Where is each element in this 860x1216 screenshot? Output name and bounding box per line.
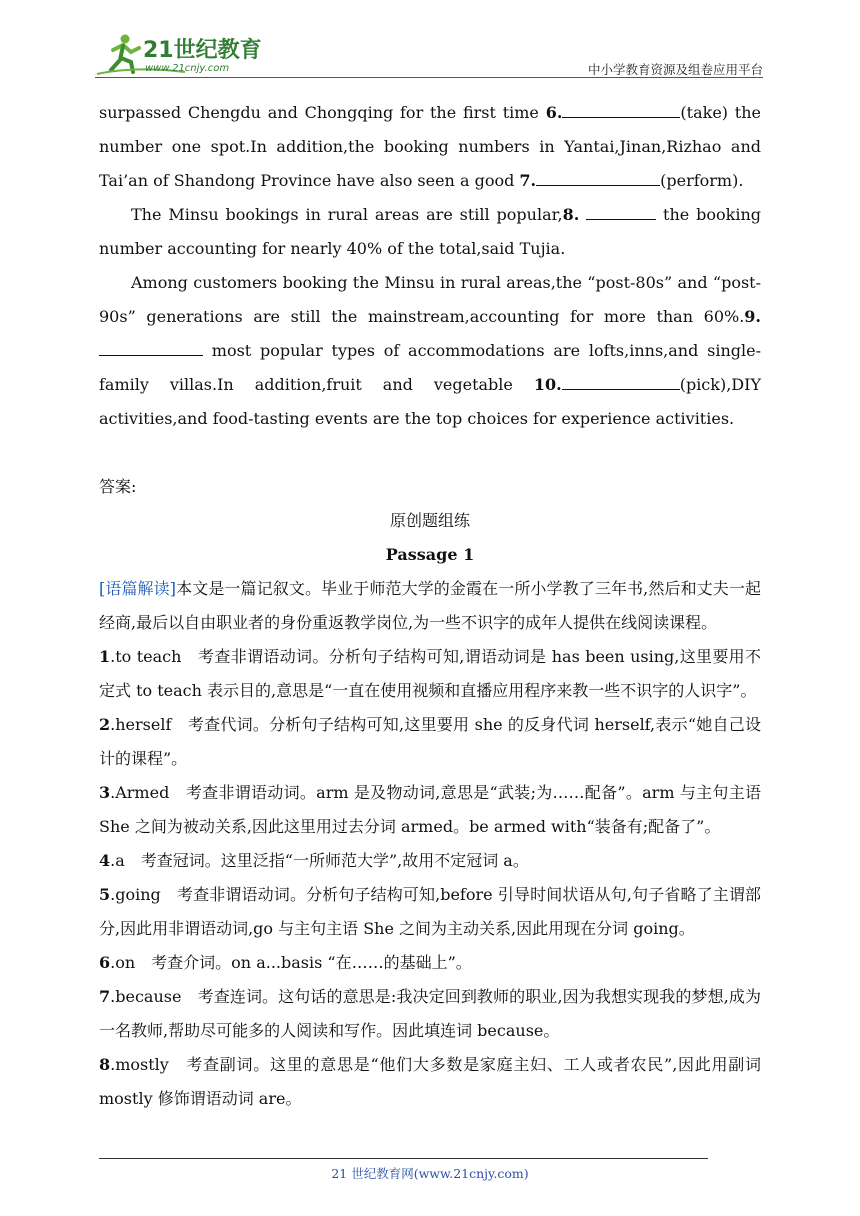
passage-title: Passage 1: [385, 545, 475, 564]
answer-explanation: 考查非谓语动词。分析句子结构可知,before 引导时间状语从句,句子省略了主谓部分,因此用非谓语动词,go 与主句主语 She 之间为主动关系,因此用现在分词 going。: [99, 885, 761, 938]
answer-item: [99, 776, 761, 844]
header-divider: [95, 77, 763, 78]
answer-number: 8: [99, 1055, 111, 1074]
passage-paragraph-2: The Minsu bookings in rural areas are still popular,8. the booking number accounting for nearly 40% of the total,said Tujia.: [99, 205, 761, 258]
answer-explanation: 考查连词。这句话的意思是:我决定回到教师的职业,因为我想实现我的梦想,成为一名教师,帮助尽可能多的人阅读和写作。因此填连词 because。: [99, 987, 761, 1040]
answer-item: [99, 844, 761, 878]
answer-explanation: 考查冠词。这里泛指“一所师范大学”,故用不定冠词 a。: [124, 851, 529, 870]
answer-number: 3: [99, 783, 111, 802]
footer-text: 21 世纪教育网(www.21cnjy.com): [331, 1166, 529, 1181]
passage-paragraph-3: Among customers booking the Minsu in rural areas,the “post-80s” and “post-90s” generations are still the mainstream,accounting for more than 60%.9. most popular types of accommodations are lofts,inns,and single-family villas.In addition,fruit and vegetable 10. (pick),DIY activities,and food-tasting events are the top choices for experience activities.: [99, 273, 761, 428]
logo-21cnjy-icon: [95, 30, 265, 76]
answer-label: 答案:: [99, 477, 137, 496]
blank-8[interactable]: [586, 203, 656, 220]
answer-word: .on: [110, 953, 136, 972]
answer-number: 6: [99, 953, 111, 972]
blank-7[interactable]: [536, 169, 660, 186]
answer-item: [99, 1048, 761, 1116]
answer-number: 1: [99, 647, 111, 666]
passage-paragraph-1: surpassed Chengdu and Chongqing for the first time 6. (take) the number one spot.In addition,the booking numbers in Yantai,Jinan,Rizhao and Tai’an of Shandong Province have also seen a good 7. (perform).: [99, 103, 762, 190]
answer-word: .to teach: [110, 647, 182, 666]
answer-explanation: 考查副词。这里的意思是“他们大多数是家庭主妇、工人或者农民”,因此用副词 mostly 修饰谓语动词 are。: [99, 1055, 761, 1108]
analysis-tag: [语篇解读]: [99, 579, 177, 598]
reading-analysis: [语篇解读]本文是一篇记叙文。毕业于师范大学的金霞在一所小学教了三年书,然后和丈夫一起经商,最后以自由职业者的身份重返教学岗位,为一些不识字的成年人提供在线阅读课程。: [99, 579, 761, 632]
section-title: 原创题组练: [389, 511, 470, 530]
answer-item: [99, 708, 761, 776]
answer-explanation: 考查非谓语动词。arm 是及物动词,意思是“武装;为……配备”。arm 与主句主语 She 之间为被动关系,因此这里用过去分词 armed。be armed with“装备有;配备了”。: [99, 783, 761, 836]
answer-word: .because: [110, 987, 182, 1006]
answer-word: .mostly: [110, 1055, 169, 1074]
answer-item: [99, 980, 761, 1048]
blank-6[interactable]: [562, 101, 680, 118]
answer-explanation: 考查代词。分析句子结构可知,这里要用 she 的反身代词 herself,表示“她自己设计的课程”。: [99, 715, 761, 768]
svg-text:www.21cnjy.com: www.21cnjy.com: [145, 63, 230, 74]
answer-item: [99, 946, 761, 980]
answer-explanation: 考查介词。on a...basis “在……的基础上”。: [135, 953, 472, 972]
answer-word: .a: [110, 851, 125, 870]
page-content: [99, 96, 761, 1116]
answer-number: 5: [99, 885, 111, 904]
svg-text:21世纪教育: 21世纪教育: [143, 38, 262, 63]
answer-word: .herself: [110, 715, 172, 734]
blank-10[interactable]: [562, 373, 680, 390]
answer-word: .Armed: [110, 783, 170, 802]
blank-9[interactable]: [99, 339, 203, 356]
answer-number: 7: [99, 987, 111, 1006]
page-header: [95, 30, 763, 78]
answer-list: [99, 640, 761, 1116]
platform-name: 中小学教育资源及组卷应用平台: [587, 62, 763, 77]
footer-divider: [99, 1158, 708, 1159]
answer-item: [99, 878, 761, 946]
answer-word: .going: [110, 885, 161, 904]
answer-item: [99, 640, 761, 708]
answer-explanation: 考查非谓语动词。分析句子结构可知,谓语动词是 has been using,这里要用不定式 to teach 表示目的,意思是“一直在使用视频和直播应用程序来教一些不识字的人识字”。: [99, 647, 761, 700]
answer-number: 4: [99, 851, 111, 870]
answer-number: 2: [99, 715, 111, 734]
